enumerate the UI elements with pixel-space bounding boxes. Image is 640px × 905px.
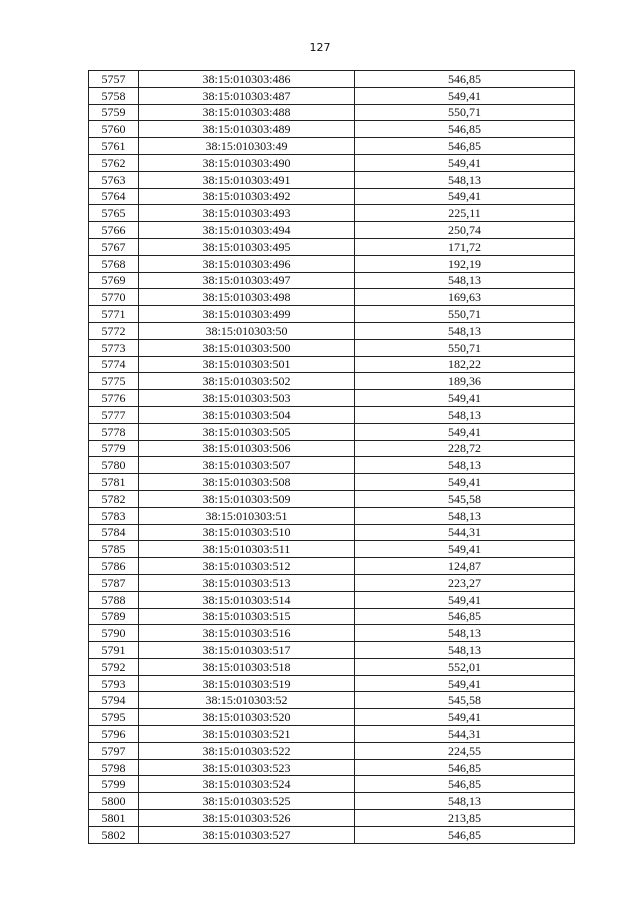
row-number: 5777 (89, 406, 139, 423)
row-number: 5770 (89, 289, 139, 306)
table-row (89, 289, 575, 306)
cadastral-number: 38:15:010303:499 (139, 306, 355, 323)
row-number: 5793 (89, 675, 139, 692)
cadastral-number: 38:15:010303:50 (139, 322, 355, 339)
area-value: 548,13 (355, 507, 575, 524)
area-value: 546,85 (355, 826, 575, 843)
table-row (89, 71, 575, 88)
row-number: 5795 (89, 709, 139, 726)
row-number: 5762 (89, 154, 139, 171)
table-row (89, 524, 575, 541)
area-value: 548,13 (355, 406, 575, 423)
table-row (89, 423, 575, 440)
area-value: 548,13 (355, 793, 575, 810)
area-value: 548,13 (355, 171, 575, 188)
table-row (89, 255, 575, 272)
table-row (89, 793, 575, 810)
row-number: 5794 (89, 692, 139, 709)
table-row (89, 810, 575, 827)
cadastral-number: 38:15:010303:508 (139, 474, 355, 491)
row-number: 5798 (89, 759, 139, 776)
row-number: 5769 (89, 272, 139, 289)
area-value: 549,41 (355, 188, 575, 205)
table-row (89, 138, 575, 155)
cadastral-number: 38:15:010303:520 (139, 709, 355, 726)
table-row (89, 709, 575, 726)
cadastral-number: 38:15:010303:502 (139, 373, 355, 390)
row-number: 5799 (89, 776, 139, 793)
table-row (89, 742, 575, 759)
table-row (89, 238, 575, 255)
area-value: 545,58 (355, 692, 575, 709)
cadastral-number: 38:15:010303:498 (139, 289, 355, 306)
cadastral-number: 38:15:010303:527 (139, 826, 355, 843)
row-number: 5765 (89, 205, 139, 222)
table-row (89, 759, 575, 776)
cadastral-number: 38:15:010303:506 (139, 440, 355, 457)
area-value: 228,72 (355, 440, 575, 457)
row-number: 5775 (89, 373, 139, 390)
row-number: 5760 (89, 121, 139, 138)
area-value: 549,41 (355, 390, 575, 407)
table-row (89, 154, 575, 171)
cadastral-number: 38:15:010303:519 (139, 675, 355, 692)
table-row (89, 171, 575, 188)
cadastral-number: 38:15:010303:497 (139, 272, 355, 289)
row-number: 5758 (89, 87, 139, 104)
table-row (89, 574, 575, 591)
cadastral-number: 38:15:010303:504 (139, 406, 355, 423)
row-number: 5790 (89, 625, 139, 642)
table-row (89, 322, 575, 339)
row-number: 5780 (89, 457, 139, 474)
row-number: 5766 (89, 222, 139, 239)
cadastral-number: 38:15:010303:487 (139, 87, 355, 104)
cadastral-number: 38:15:010303:516 (139, 625, 355, 642)
table-row (89, 339, 575, 356)
row-number: 5779 (89, 440, 139, 457)
area-value: 546,85 (355, 759, 575, 776)
cadastral-number: 38:15:010303:505 (139, 423, 355, 440)
cadastral-number: 38:15:010303:500 (139, 339, 355, 356)
row-number: 5792 (89, 658, 139, 675)
table-row (89, 591, 575, 608)
row-number: 5773 (89, 339, 139, 356)
table-row (89, 726, 575, 743)
area-value: 224,55 (355, 742, 575, 759)
table-row (89, 625, 575, 642)
row-number: 5786 (89, 558, 139, 575)
row-number: 5778 (89, 423, 139, 440)
cadastral-number: 38:15:010303:521 (139, 726, 355, 743)
row-number: 5791 (89, 642, 139, 659)
cadastral-number: 38:15:010303:513 (139, 574, 355, 591)
area-value: 546,85 (355, 121, 575, 138)
cadastral-number: 38:15:010303:490 (139, 154, 355, 171)
cadastral-number: 38:15:010303:486 (139, 71, 355, 88)
area-value: 549,41 (355, 87, 575, 104)
row-number: 5802 (89, 826, 139, 843)
table-row (89, 507, 575, 524)
table-row (89, 373, 575, 390)
table-row (89, 272, 575, 289)
table-row (89, 87, 575, 104)
area-value: 169,63 (355, 289, 575, 306)
table-row (89, 642, 575, 659)
cadastral-number: 38:15:010303:510 (139, 524, 355, 541)
area-value: 550,71 (355, 306, 575, 323)
area-value: 548,13 (355, 457, 575, 474)
row-number: 5801 (89, 810, 139, 827)
row-number: 5767 (89, 238, 139, 255)
area-value: 548,13 (355, 625, 575, 642)
cadastral-number: 38:15:010303:495 (139, 238, 355, 255)
area-value: 546,85 (355, 776, 575, 793)
row-number: 5771 (89, 306, 139, 323)
row-number: 5797 (89, 742, 139, 759)
cadastral-number: 38:15:010303:488 (139, 104, 355, 121)
row-number: 5782 (89, 490, 139, 507)
area-value: 550,71 (355, 104, 575, 121)
cadastral-table (88, 70, 575, 844)
row-number: 5763 (89, 171, 139, 188)
table-row (89, 675, 575, 692)
cadastral-number: 38:15:010303:515 (139, 608, 355, 625)
area-value: 544,31 (355, 524, 575, 541)
area-value: 223,27 (355, 574, 575, 591)
table-row (89, 490, 575, 507)
area-value: 548,13 (355, 322, 575, 339)
table-row (89, 121, 575, 138)
table-row (89, 406, 575, 423)
area-value: 549,41 (355, 423, 575, 440)
cadastral-number: 38:15:010303:512 (139, 558, 355, 575)
area-value: 124,87 (355, 558, 575, 575)
area-value: 549,41 (355, 154, 575, 171)
table-row (89, 188, 575, 205)
row-number: 5789 (89, 608, 139, 625)
cadastral-number: 38:15:010303:514 (139, 591, 355, 608)
area-value: 546,85 (355, 608, 575, 625)
cadastral-number: 38:15:010303:509 (139, 490, 355, 507)
cadastral-number: 38:15:010303:489 (139, 121, 355, 138)
row-number: 5768 (89, 255, 139, 272)
table-row (89, 306, 575, 323)
area-value: 549,41 (355, 474, 575, 491)
row-number: 5772 (89, 322, 139, 339)
row-number: 5757 (89, 71, 139, 88)
row-number: 5776 (89, 390, 139, 407)
table-row (89, 558, 575, 575)
cadastral-number: 38:15:010303:518 (139, 658, 355, 675)
table-row (89, 440, 575, 457)
cadastral-number: 38:15:010303:517 (139, 642, 355, 659)
area-value: 549,41 (355, 591, 575, 608)
area-value: 171,72 (355, 238, 575, 255)
cadastral-number: 38:15:010303:503 (139, 390, 355, 407)
row-number: 5788 (89, 591, 139, 608)
cadastral-number: 38:15:010303:496 (139, 255, 355, 272)
cadastral-number: 38:15:010303:494 (139, 222, 355, 239)
table-body (89, 71, 575, 844)
table-row (89, 222, 575, 239)
area-value: 546,85 (355, 71, 575, 88)
row-number: 5781 (89, 474, 139, 491)
cadastral-number: 38:15:010303:51 (139, 507, 355, 524)
cadastral-number: 38:15:010303:523 (139, 759, 355, 776)
area-value: 182,22 (355, 356, 575, 373)
cadastral-number: 38:15:010303:493 (139, 205, 355, 222)
cadastral-number: 38:15:010303:522 (139, 742, 355, 759)
row-number: 5761 (89, 138, 139, 155)
row-number: 5783 (89, 507, 139, 524)
table-row (89, 104, 575, 121)
table-row (89, 692, 575, 709)
table-row (89, 205, 575, 222)
cadastral-number: 38:15:010303:501 (139, 356, 355, 373)
table-row (89, 457, 575, 474)
table-row (89, 608, 575, 625)
area-value: 549,41 (355, 675, 575, 692)
table-row (89, 826, 575, 843)
area-value: 189,36 (355, 373, 575, 390)
row-number: 5800 (89, 793, 139, 810)
cadastral-number: 38:15:010303:49 (139, 138, 355, 155)
row-number: 5764 (89, 188, 139, 205)
table-row (89, 541, 575, 558)
row-number: 5796 (89, 726, 139, 743)
cadastral-number: 38:15:010303:525 (139, 793, 355, 810)
area-value: 549,41 (355, 541, 575, 558)
cadastral-number: 38:15:010303:491 (139, 171, 355, 188)
area-value: 544,31 (355, 726, 575, 743)
cadastral-number: 38:15:010303:526 (139, 810, 355, 827)
area-value: 250,74 (355, 222, 575, 239)
cadastral-number: 38:15:010303:524 (139, 776, 355, 793)
row-number: 5785 (89, 541, 139, 558)
row-number: 5759 (89, 104, 139, 121)
area-value: 192,19 (355, 255, 575, 272)
area-value: 225,11 (355, 205, 575, 222)
table-row (89, 776, 575, 793)
row-number: 5787 (89, 574, 139, 591)
cadastral-number: 38:15:010303:492 (139, 188, 355, 205)
page-number: 127 (309, 41, 331, 54)
table-row (89, 356, 575, 373)
row-number: 5784 (89, 524, 139, 541)
cadastral-number: 38:15:010303:507 (139, 457, 355, 474)
area-value: 552,01 (355, 658, 575, 675)
area-value: 545,58 (355, 490, 575, 507)
table-row (89, 658, 575, 675)
cadastral-number: 38:15:010303:52 (139, 692, 355, 709)
area-value: 548,13 (355, 642, 575, 659)
table-row (89, 390, 575, 407)
table-row (89, 474, 575, 491)
area-value: 548,13 (355, 272, 575, 289)
area-value: 546,85 (355, 138, 575, 155)
cadastral-number: 38:15:010303:511 (139, 541, 355, 558)
area-value: 550,71 (355, 339, 575, 356)
area-value: 213,85 (355, 810, 575, 827)
area-value: 549,41 (355, 709, 575, 726)
row-number: 5774 (89, 356, 139, 373)
